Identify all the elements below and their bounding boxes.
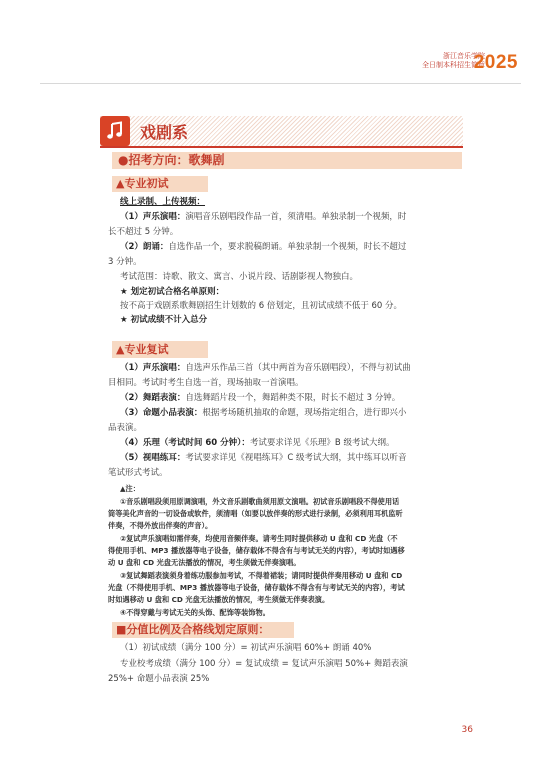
note-line-9: 时如遇移动 U 盘和 CD 光盘无法播放的情况，考生须做无伴奏表演。 <box>108 595 330 604</box>
prelim-line-8: ★ 初试成绩不计入总分 <box>120 315 208 325</box>
section-header-underline <box>100 146 463 148</box>
retest-line-8: 笔试形式考试。 <box>108 468 168 478</box>
score-heading: ■分值比例及合格线划定原则： <box>116 623 270 636</box>
prelim-line-5: 考试范围：诗歌、散文、寓言、小说片段、话剧影视人物独白。 <box>120 272 359 282</box>
prelim-line-6: ★ 划定初试合格名单原则： <box>120 287 225 297</box>
note-line-10: ④不得穿戴与考试无关的头饰、配饰等装饰物。 <box>120 608 270 617</box>
direction-text: ●招考方向：歌舞剧 <box>118 153 225 167</box>
score-line-2: 专业校考成绩（满分 100 分）= 复试成绩 = 复试声乐演唱 50%+ 舞蹈表演 <box>120 659 408 669</box>
section-title: 戏剧系 <box>140 123 189 142</box>
prelim-heading-bar <box>112 176 208 192</box>
prelim-line-4: 3 分钟。 <box>108 257 142 267</box>
header-divider <box>40 83 521 84</box>
retest-heading-bar <box>112 341 208 358</box>
header-doc-title: 全日制本科招生简章 <box>422 61 485 69</box>
retest-line-4: （3）命题小品表演：根据考场随机抽取的命题，现场指定组合，进行即兴小 <box>120 408 407 418</box>
note-line-1: ①音乐剧唱段须用原调演唱，外文音乐剧歌曲须用原文演唱。初试音乐剧唱段不得使用话 <box>120 497 400 506</box>
retest-line-3: （2）舞蹈表演：自选舞蹈片段一个，舞蹈种类不限，时长不超过 3 分钟。 <box>120 393 401 403</box>
note-line-3: 伴奏，不得外放出伴奏的声音）。 <box>108 521 213 530</box>
prelim-line-7: 按不高于戏剧系歌舞剧招生计划数的 6 倍划定，且初试成绩不低于 60 分。 <box>120 301 403 311</box>
note-line-8: 光盘（不得使用手机、MP3 播放器等电子设备，储存载体不得含有与考试无关的内容），考试 <box>108 583 405 592</box>
retest-line-6: （4）乐理（考试时间 60 分钟）：考试要求详见《乐理》B 级考试大纲。 <box>120 438 395 448</box>
header-school: 浙江音乐学院 <box>443 52 485 60</box>
header-year: 2025 <box>473 52 518 73</box>
prelim-subheading: 线上录制、上传视频： <box>120 197 206 207</box>
retest-line-1: （1）声乐演唱：自选声乐作品三首（其中两首为音乐剧唱段），不得与初试曲 <box>120 363 411 373</box>
score-heading-bar <box>112 622 294 638</box>
page-number: 36 <box>461 725 473 735</box>
prelim-line-3: （2）朗诵：自选作品一个，要求脱稿朗诵。单独录制一个视频，时长不超过 <box>120 242 407 252</box>
retest-heading: ▲专业复试 <box>116 343 169 356</box>
prelim-heading: ▲专业初试 <box>116 177 169 190</box>
retest-line-5: 品表演。 <box>108 423 143 433</box>
retest-line-2: 目相同。考试时考生自选一首，现场抽取一首演唱。 <box>108 378 304 388</box>
note-line-2: 筒等美化声音的一切设备或软件，须清唱（如要以放伴奏的形式进行录制，必须利用耳机监听 <box>108 509 403 518</box>
score-line-1: （1）初试成绩（满分 100 分）= 初试声乐演唱 60%+ 朗诵 40% <box>120 643 372 653</box>
direction-bar <box>112 152 462 169</box>
note-line-4: ②复试声乐演唱如需伴奏，均使用音频伴奏。请考生同时提供移动 U 盘和 CD 光盘（不 <box>120 534 398 543</box>
score-line-3: 25%+ 命题小品表演 25% <box>108 674 210 684</box>
note-line-7: ③复试舞蹈表演须身着练功服参加考试，不得着裙装；请同时提供伴奏用移动 U 盘和 CD <box>120 571 403 580</box>
prelim-line-1: （1）声乐演唱：演唱音乐剧唱段作品一首，须清唱。单独录制一个视频，时 <box>120 212 407 222</box>
retest-line-7: （5）视唱练耳：考试要求详见《视唱练耳》C 级考试大纲，其中练耳以听音 <box>120 453 407 463</box>
note-title: ▲注： <box>120 484 140 493</box>
prelim-line-2: 长不超过 5 分钟。 <box>108 227 179 237</box>
music-note-icon <box>100 116 130 146</box>
note-line-5: 得使用手机、MP3 播放器等电子设备，储存载体不得含有与考试无关的内容），考试时如遇移 <box>108 546 405 555</box>
note-line-6: 动 U 盘和 CD 光盘无法播放的情况，考生须做无伴奏演唱。 <box>108 558 301 567</box>
